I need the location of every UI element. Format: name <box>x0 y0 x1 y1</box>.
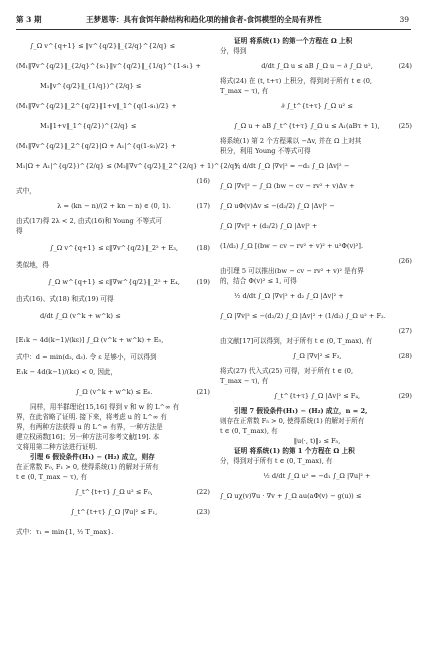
text-line <box>16 422 212 432</box>
line-text: T_max − τ), 有 <box>220 87 269 95</box>
line-text: ½ d/dt ∫_Ω |∇v|² = −d₂ ∫_Ω |Δv|² − <box>234 162 350 170</box>
text-line <box>16 522 212 542</box>
line-text: 在正常数 F₀, F₁ > 0, 使得系统(1) 的解对于所有 <box>16 463 159 471</box>
line-text: 积分，利用 Young 不等式可得 <box>220 147 311 155</box>
line-text: M₁‖1+v‖_1^{q/2})^{2/q} ≤ <box>40 122 137 130</box>
line-text: ∫_Ω |∇v|² ≤ F₃, <box>292 352 342 360</box>
line-text: 同样，用半群理论[15,16] 得到 v 和 w 的 L^∞ 有 <box>30 403 180 411</box>
text-line <box>220 286 414 306</box>
text-line <box>16 156 241 176</box>
text-line <box>220 96 414 116</box>
text-line <box>16 304 212 328</box>
text-line <box>16 362 212 382</box>
text-line <box>220 426 414 436</box>
text-line <box>220 306 414 326</box>
equation-number: (26) <box>398 257 412 265</box>
line-text: ∫_Ω (v^k + w^k) ≤ E₆. <box>75 388 153 396</box>
text-line <box>220 236 414 256</box>
line-text: (M₁‖∇v^{q/2}‖_2^{q/2}‖1+v‖_1^{q(1-s₁)/2} + <box>16 102 177 110</box>
text-line <box>16 216 212 226</box>
line-text: T_max − τ), 有 <box>220 377 269 385</box>
equation-number: (24) <box>398 62 412 70</box>
text-line <box>220 76 414 86</box>
equation-number: (22) <box>196 488 210 496</box>
text-line <box>16 36 212 56</box>
text-line <box>220 446 414 456</box>
text-line <box>16 328 212 352</box>
text-line <box>16 196 212 216</box>
text-line <box>16 412 212 422</box>
line-text: M₁|Ω + A₁|^{q/2})^{2/q} ≤ (M₂‖∇v^{q/2}‖_2^{2/q} + 1)^{2/q}, <box>16 162 241 170</box>
line-text: M₁‖v^{q/2}‖_{1/q})^{2/q} ≤ <box>40 82 142 90</box>
text-line <box>16 472 212 482</box>
equation-number: (18) <box>196 244 210 252</box>
line-text: ∫_Ω v^{q+1} ≤ ‖v^{q/2}‖_{2/q}^{2/q} ≤ <box>30 42 175 50</box>
text-line <box>220 376 414 386</box>
text-line <box>220 486 414 506</box>
line-text: 分，得到 <box>220 47 247 55</box>
line-text: 由式(16)、式(18) 和式(19) 可得 <box>16 295 114 303</box>
text-line <box>220 346 414 366</box>
text-line <box>220 56 414 76</box>
line-text: (1/d₂) ∫_Ω [(bw − cv − rv² + v)² + u²Φ(v)²]. <box>220 242 364 250</box>
line-text: 将式(27) 代入式(25) 可得，对于所有 t ∈ (0, <box>220 367 354 375</box>
text-line <box>16 226 212 236</box>
text-line <box>16 76 212 96</box>
text-line <box>220 176 414 196</box>
equation-number: (28) <box>398 352 412 360</box>
text-line <box>16 56 212 76</box>
equation-number: (23) <box>196 508 210 516</box>
equation-number: (16) <box>196 177 210 185</box>
line-text: λ = (kn − n)/(2 + kn − n) ∈ (0, 1). <box>57 202 171 210</box>
text-line <box>220 116 414 136</box>
line-text: ½ d/dt ∫_Ω |∇v|² + d₂ ∫_Ω |Δv|² + <box>234 292 344 300</box>
line-text: 引理 7 假设条件(H₁) − (H₂) 成立，n = 2, <box>234 407 368 415</box>
line-text: 得 <box>16 227 23 235</box>
running-title: 王梦恩等：具有食饵年龄结构和趋化项的捕食者-食饵模型的全局有界性 <box>86 15 322 24</box>
line-text: 由式(17)得 2λ < 2, 由式(16)和 Young 不等式可 <box>16 217 163 225</box>
text-line <box>16 482 212 502</box>
text-line <box>220 276 414 286</box>
line-text: d/dt ∫_Ω (v^k + w^k) ≤ <box>40 312 121 320</box>
text-line <box>16 186 212 196</box>
line-text: 的，结合 Φ(v)² ≤ 1, 可得 <box>220 277 297 285</box>
text-line <box>220 456 414 466</box>
line-text: ∫_Ω uχ(v)∇u · ∇v + ∫_Ω au(aΦ(v) − g(u)) ≤ <box>220 492 362 500</box>
line-text: d/dt ∫_Ω u ≤ aB ∫_Ω u − ∂ ∫_Ω u², <box>261 62 373 70</box>
line-text: ∫_Ω u + aB ∫_t^{t+τ} ∫_Ω u ≤ A₁(aBτ + 1), <box>234 122 380 130</box>
line-text: ∫_Ω uΦ(v)Δv ≤ −(d₂/2) ∫_Ω |Δv|² − <box>220 202 335 210</box>
text-line <box>220 386 414 406</box>
text-line <box>16 176 212 186</box>
issue-number: 第 3 期 <box>16 15 42 24</box>
line-text: 由文献[17]可以得到，对于所有 t ∈ (0, T_max), 有 <box>220 337 373 345</box>
line-text: ∫_Ω |∇v|² + (d₂/2) ∫_Ω |Δv|² + <box>220 222 318 230</box>
line-text: ‖u(·, t)‖₂ ≤ F₅, <box>293 437 341 445</box>
line-text: 证明 将系统(1) 的第一个方程在 Ω 上积 <box>234 37 353 45</box>
line-text: t ∈ (0, T_max), 有 <box>220 427 278 435</box>
line-text: ∫_Ω v^{q+1} ≤ ε‖∇v^{q/2}‖_2² + E₃, <box>50 244 178 252</box>
line-text: ∫_t^{t+τ} ∫_Ω u² ≤ F₀, <box>75 488 153 496</box>
text-line <box>16 294 212 304</box>
line-text: (M₁‖∇v^{q/2}‖_2^{q/2}|Ω + A₁|^{q(1-s₁)/2} + <box>16 142 177 150</box>
text-line <box>16 352 212 362</box>
line-text: 建立权函数[16]；另一种方法可参考文献[19]. 本 <box>16 433 160 441</box>
text-line <box>220 156 414 176</box>
line-text: (M₁‖∇v^{q/2}‖_{2/q}^{s₁}‖v^{q/2}‖_{1/q}^{1-s₁} + <box>16 62 201 70</box>
line-text: ∫_Ω |∇v|² − ∫_Ω (bw − cv − rv² + v)Δv + <box>220 182 355 190</box>
text-line <box>16 402 212 412</box>
equation-number: (27) <box>398 327 412 335</box>
line-text: t ∈ (0, T_max − τ), 有 <box>16 473 88 481</box>
text-line <box>16 462 212 472</box>
text-line <box>220 326 414 336</box>
text-line <box>16 236 212 260</box>
text-line <box>220 146 414 156</box>
text-line <box>16 96 212 116</box>
equation-number: (21) <box>196 388 210 396</box>
header-rule <box>16 29 411 30</box>
text-line <box>220 266 414 276</box>
text-line <box>16 452 212 462</box>
line-text: ∫_Ω w^{q+1} ≤ ε‖∇w^{q/2}‖_2² + E₄, <box>48 278 180 286</box>
equation-number: (19) <box>196 278 210 286</box>
line-text: 类似地，得 <box>16 261 49 269</box>
right-column <box>220 36 414 506</box>
line-text: ∫_t^{t+τ} ∫_Ω |Δv|² ≤ F₄, <box>273 392 361 400</box>
line-text: E₁k − 4d(k−1)/(kε) < 0, 因此， <box>16 368 118 376</box>
text-line <box>220 46 414 56</box>
text-line <box>220 416 414 426</box>
line-text: ∫_Ω |∇v|² ≤ −(d₂/2) ∫_Ω |Δv|² + (1/d₂) ∫_Ω u² + F₂. <box>220 312 386 320</box>
line-text: 文将用第二种方法进行证明. <box>16 443 98 451</box>
text-line <box>220 216 414 236</box>
text-line <box>16 270 212 294</box>
line-text: ∂ ∫_t^{t+τ} ∫_Ω u² ≤ <box>281 102 353 110</box>
line-text: 式中， <box>16 187 36 195</box>
line-text: 将式(24) 在 (t, t+τ) 上积分，得到对于所有 t ∈ (0, <box>220 77 373 85</box>
line-text: 将系统(1) 第 2 个方程乘以 −Δv, 并在 Ω 上对其 <box>220 137 362 145</box>
text-line <box>220 136 414 146</box>
line-text: 引理 6 假设条件(H₁) − (H₂) 成立，则存 <box>30 453 155 461</box>
text-line <box>16 502 212 522</box>
text-line <box>16 260 212 270</box>
line-text: 界，在此省略了证明. 接下来，将考虑 u 的 L^∞ 有 <box>16 413 167 421</box>
text-line <box>16 136 212 156</box>
line-text: 则存在正常数 F₅ > 0, 使得系统(1) 的解对于所有 <box>220 417 365 425</box>
line-text: 式中：τ₁ = min{1, ½ T_max}. <box>16 528 114 536</box>
text-line <box>220 256 414 266</box>
text-line <box>220 196 414 216</box>
line-text: 分，得到对于所有 t ∈ (0, T_max), 有 <box>220 457 333 465</box>
running-header <box>16 13 411 27</box>
equation-number: (29) <box>398 392 412 400</box>
line-text: 式中：d = min(d₂, d₃). 令 ε 足够小，可以得到 <box>16 353 157 361</box>
text-line <box>220 336 414 346</box>
text-line <box>220 466 414 486</box>
line-text: ∫_t^{t+τ} ∫_Ω |∇u|² ≤ F₁, <box>70 508 158 516</box>
line-text: ½ d/dt ∫_Ω u² = −d₁ ∫_Ω |∇u|² + <box>263 472 371 480</box>
page-number: 39 <box>399 15 409 24</box>
text-line <box>220 366 414 376</box>
line-text: 证明 将系统(1) 的第 1 个方程在 Ω 上积 <box>234 447 355 455</box>
line-text: [E₁k − 4d(k−1)/(kε)] ∫_Ω (v^k + w^k) + E₅, <box>16 336 164 344</box>
line-text: 由引理 5 可以推出(bw − cv − rv² + v)² 是有界 <box>220 267 364 275</box>
text-line <box>16 432 212 442</box>
text-line <box>16 382 212 402</box>
text-line <box>220 86 414 96</box>
equation-number: (17) <box>196 202 210 210</box>
text-line <box>16 442 212 452</box>
line-text: 界，有两种方法获得 u 的 L^∞ 有界，一种方法是 <box>16 423 163 431</box>
text-line <box>16 116 212 136</box>
text-line <box>220 436 414 446</box>
text-line <box>220 406 414 416</box>
equation-number: (25) <box>398 122 412 130</box>
text-line <box>220 36 414 46</box>
